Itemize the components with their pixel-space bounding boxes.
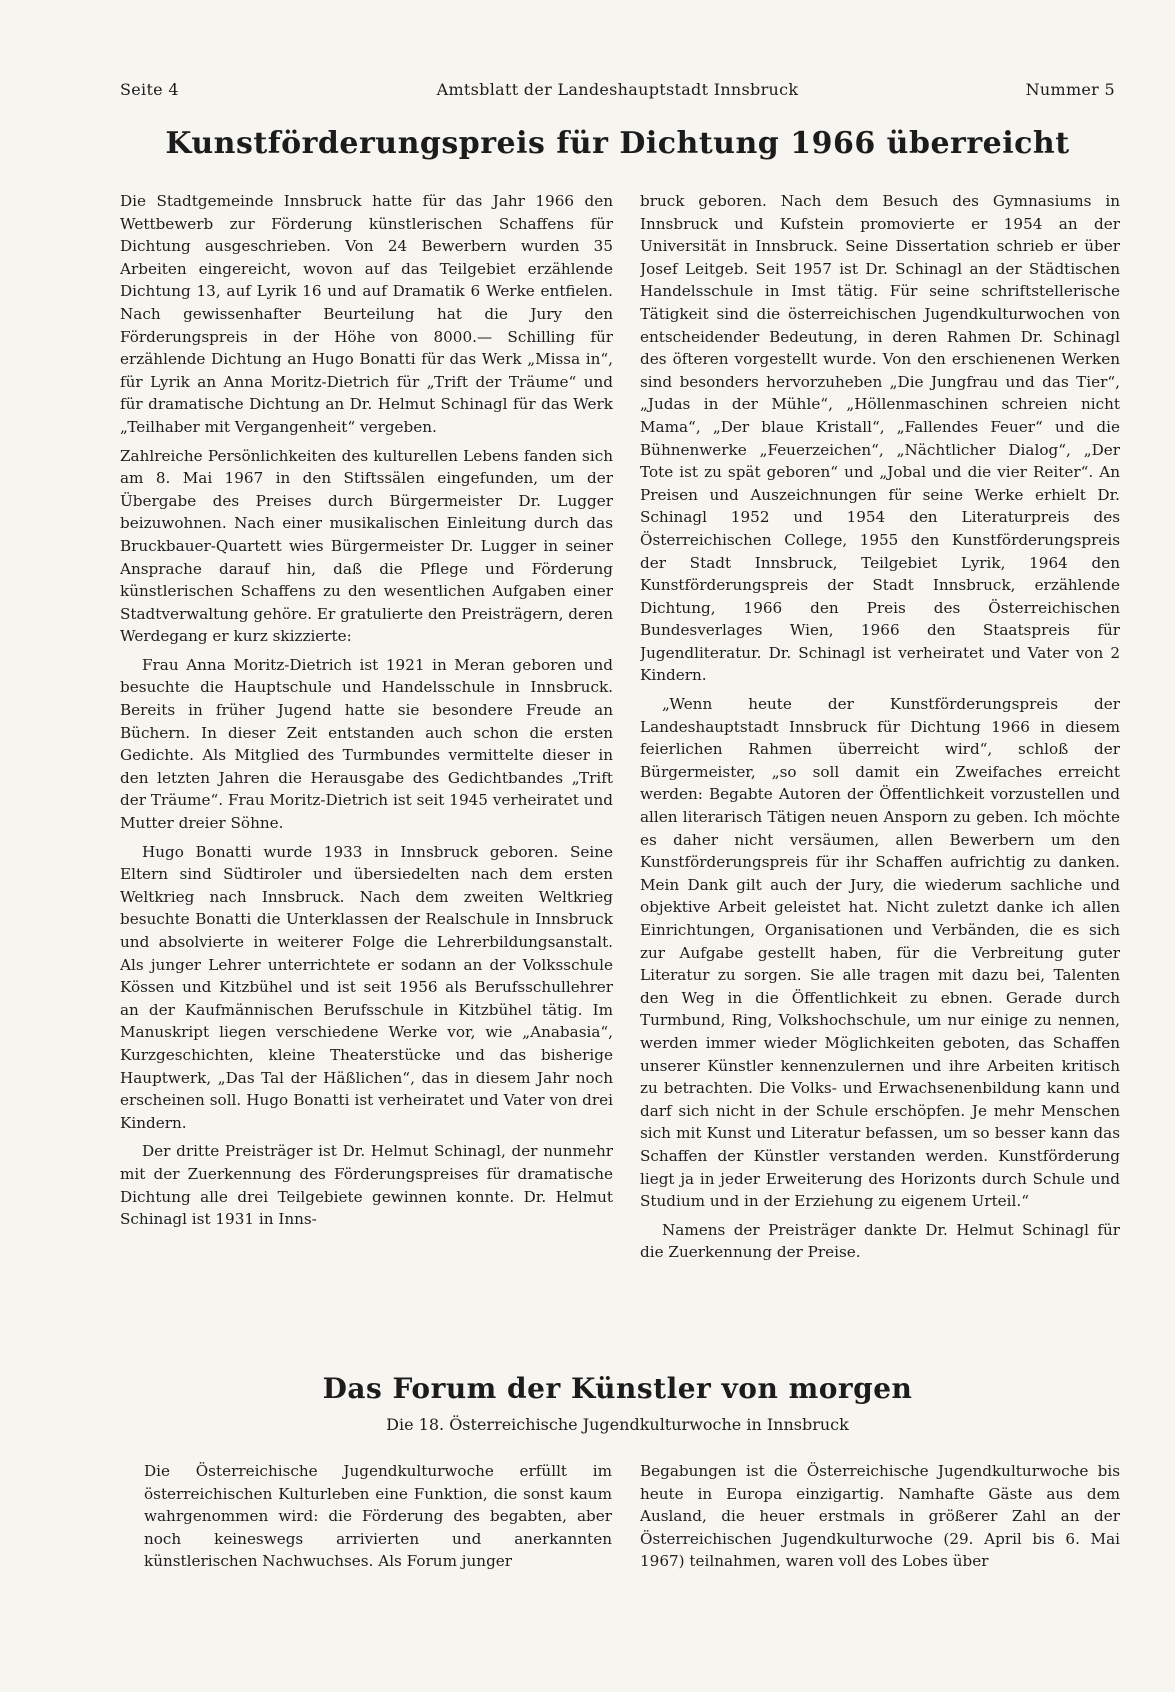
paragraph: „Wenn heute der Kunstförderungspreis der Landeshauptstadt Innsbruck für Dichtung 1966 in diesem feierlichen Rahmen überreicht wird“, schloß der Bürgermeister, „so soll damit ein Zweifaches erreicht werden: Begabte Autoren der Öffentlichkeit vorzustellen und allen literarisch Tätigen neuen Ansporn zu geben. Ich möchte es daher nicht versäumen, allen Bewerbern um den Kunstförderungspreis für ihr Schaffen aufrichtig zu danken. Mein Dank gilt auch der Jury, die wiederum sachliche und objektive Arbeit geleistet hat. Nicht zuletzt danke ich allen Einrichtungen, Organisationen und Verbänden, die es sich zur Aufgabe gestellt haben, für die Verbreitung guter Literatur zu sorgen. Sie alle tragen mit dazu bei, Talenten den Weg in die Öffentlichkeit zu ebnen. Gerade durch Turmbund, Ring, Volkshochschule, um nur einige zu nennen, werden immer wieder Möglichkeiten geboten, das Schaffen unserer Künstler kennenzulernen und ihre Arbeiten kritisch zu betrachten. Die Volks- und Erwachsenenbildung kann und darf sich nicht in der Schule erschöpfen. Je mehr Menschen sich mit Kunst und Literatur befassen, um so besser kann das Schaffen der Künstler verstanden werden. Kunstförderung liegt ja in jeder Erweiterung des Horizonts durch Schule und Studium und in der Erziehung zu eigenem Urteil.“ [640,695,1120,1211]
paragraph: bruck geboren. Nach dem Besuch des Gymnasiums in Innsbruck und Kufstein promovierte er 1954 an der Universität in Innsbruck. Seine Dissertation schrieb er über Josef Leitgeb. Seit 1957 ist Dr. Schinagl an der Städtischen Handelsschule in Imst tätig. Für seine schriftstellerische Tätigkeit sind die österreichischen Jugendkulturwochen von entscheidender Bedeutung, in deren Rahmen Dr. Schinagl des öfteren vorgestellt wurde. Von den erschienenen Werken sind besonders hervorzuheben „Die Jungfrau und das Tier“, „Judas in der Mühle“, „Höllenmaschinen schreien nicht Mama“, „Der blaue Kristall“, „Fallendes Feuer“ und die Bühnenwerke „Feuerzeichen“, „Nächtlicher Dialog“, „Der Tote ist zu spät geboren“ und „Jobal und die vier Reiter“. An Preisen und Auszeichnungen für seine Werke erhielt Dr. Schinagl 1952 und 1954 den Literaturpreis des Österreichischen College, 1955 den Kunstförderungspreis der Stadt Innsbruck, Teilgebiet Lyrik, 1964 den Kunstförderungspreis der Stadt Innsbruck, erzählende Dichtung, 1966 den Preis des Österreichischen Bundesverlages Wien, 1966 den Staatspreis für Jugendliteratur. Dr. Schinagl ist verheiratet und Vater von 2 Kindern. [640,192,1120,685]
article2-subtitle: Die 18. Österreichische Jugendkulturwoche in Innsbruck [386,1415,849,1434]
paragraph: Begabungen ist die Österreichische Jugendkulturwoche bis heute in Europa einzigartig. Namhafte Gäste aus dem Ausland, die heuer erstmals in größerer Zahl an der Österreichischen Jugendkulturwoche (29. April bis 6. Mai 1967) teilnahmen, waren voll des Lobes über [640,1462,1120,1571]
paragraph: Der dritte Preisträger ist Dr. Helmut Schinagl, der nunmehr mit der Zuerkennung des Förderungspreises für dramatische Dichtung alle drei Teilgebiete gewinnen konnte. Dr. Helmut Schinagl ist 1931 in Inns- [120,1142,613,1229]
article2-title: Das Forum der Künstler von morgen [322,1372,913,1405]
paragraph: Zahlreiche Persönlichkeiten des kulturellen Lebens fanden sich am 8. Mai 1967 in den Stiftssälen eingefunden, um der Übergabe des Preises durch Bürgermeister Dr. Lugger beizuwohnen. Nach einer musikalischen Einleitung durch das Bruckbauer-Quartett wies Bürgermeister Dr. Lugger in seiner Ansprache darauf hin, daß die Pflege und Förderung künstlerischen Schaffens zu den wesentlichen Aufgaben einer Stadtverwaltung gehöre. Er gratulierte den Preisträgern, deren Werdegang er kurz skizzierte: [120,446,613,646]
publication-title: Amtsblatt der Landeshauptstadt Innsbruck [436,80,799,99]
article1-left-column [120,190,613,1340]
paragraph: Hugo Bonatti wurde 1933 in Innsbruck geboren. Seine Eltern sind Südtiroler und übersiedelten nach dem ersten Weltkrieg nach Innsbruck. Nach dem zweiten Weltkrieg besuchte Bonatti die Unterklassen der Realschule in Innsbruck und absolvierte in weiterer Folge die Lehrerbildungsanstalt. Als junger Lehrer unterrichtete er sodann an der Volksschule Kössen und Kitzbühel und ist seit 1956 als Berufsschullehrer an der Kaufmännischen Berufsschule in Kitzbühel tätig. Im Manuskript liegen verschiedene Werke vor, wie „Anabasia“, Kurzgeschichten, kleine Theaterstücke und das bisherige Hauptwerk, „Das Tal der Häßlichen“, das in diesem Jahr noch erscheinen soll. Hugo Bonatti ist verheiratet und Vater von drei Kindern. [120,842,613,1132]
paragraph: Namens der Preisträger dankte Dr. Helmut Schinagl für die Zuerkennung der Preise. [640,1220,1120,1262]
page-number: Seite 4 [120,80,179,99]
paragraph: Frau Anna Moritz-Dietrich ist 1921 in Meran geboren und besuchte die Hauptschule und Handelsschule in Innsbruck. Bereits in früher Jugend hatte sie besondere Freude an Büchern. In dieser Zeit entstanden auch schon die ersten Gedichte. Als Mitglied des Turmbundes vermittelte dieser in den letzten Jahren die Herausgabe des Gedichtbandes „Trift der Träume“. Frau Moritz-Dietrich ist seit 1945 verheiratet und Mutter dreier Söhne. [120,655,613,833]
article1-title: Kunstförderungspreis für Dichtung 1966 überreicht [165,126,1070,161]
paragraph: Die Stadtgemeinde Innsbruck hatte für das Jahr 1966 den Wettbewerb zur Förderung künstlerischen Schaffens für Dichtung ausgeschrieben. Von 24 Bewerbern wurden 35 Arbeiten eingereicht, wovon auf das Teilgebiet erzählende Dichtung 13, auf Lyrik 16 und auf Dramatik 6 Werke entfielen. Nach gewissenhafter Beurteilung hat die Jury den Förderungspreis in der Höhe von 8000.— Schilling für erzählende Dichtung an Hugo Bonatti für das Werk „Missa in“, für Lyrik an Anna Moritz-Dietrich für „Trift der Träume“ und für dramatische Dichtung an Dr. Helmut Schinagl für das Werk „Teilhaber mit Vergangenheit“ vergeben. [120,192,613,436]
paragraph: Die Österreichische Jugendkulturwoche erfüllt im österreichischen Kulturleben eine Funktion, die sonst kaum wahrgenommen wird: die Förderung des begabten, aber noch keineswegs arrivierten und anerkannten künstlerischen Nachwuchses. Als Forum junger [144,1462,612,1571]
article2-left-column [144,1460,612,1610]
article1-right-column [640,190,1120,1340]
article2-right-column [640,1460,1120,1610]
issue-number: Nummer 5 [1025,80,1115,99]
page-header [120,80,1115,104]
